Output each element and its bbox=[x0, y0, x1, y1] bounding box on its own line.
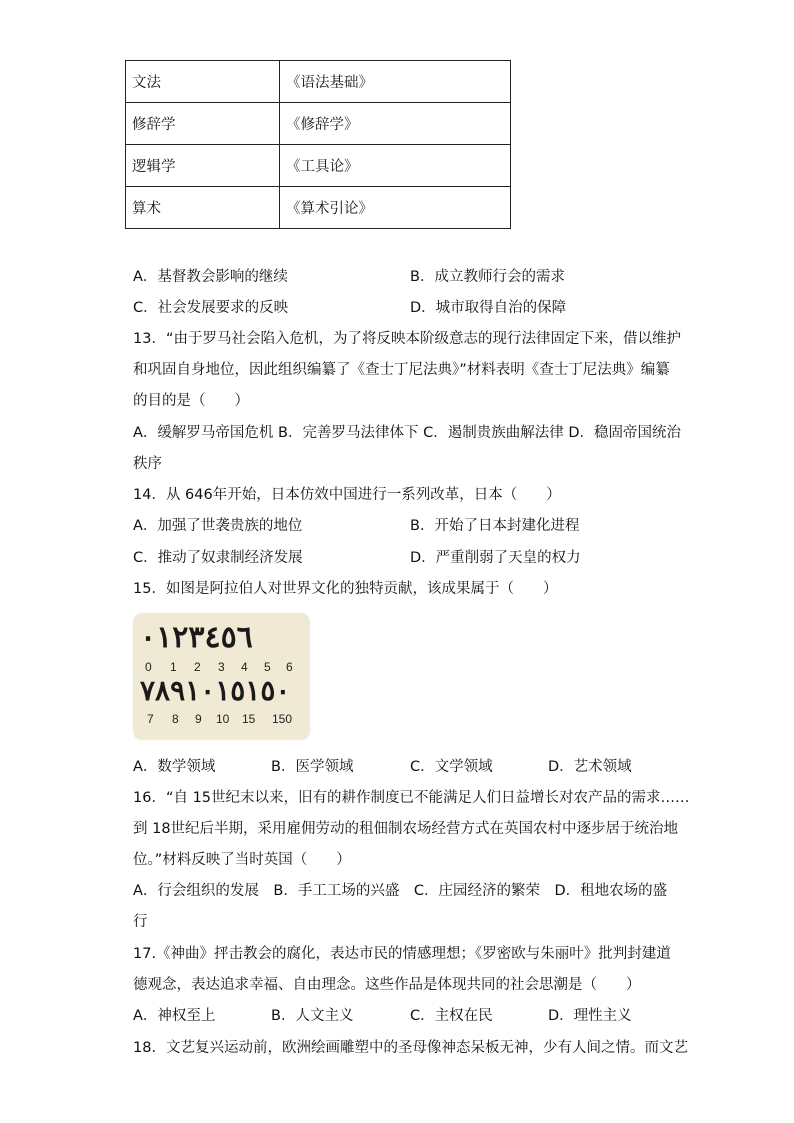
q15-option-c: C．文学领域 bbox=[410, 759, 493, 775]
q13-stem-line-3: 的目的是（ ） bbox=[133, 393, 249, 409]
q18-stem-line-1: 18．文艺复兴运动前，欧洲绘画雕塑中的圣母像神态呆板无神，少有人间之情。而文艺 bbox=[133, 1040, 688, 1056]
q13-stem-line-2: 和巩固自身地位，因此组织编纂了《查士丁尼法典》”材料表明《查士丁尼法典》编纂 bbox=[133, 362, 670, 378]
numeral-label: 5 bbox=[264, 660, 271, 674]
numeral-label: 0 bbox=[145, 660, 152, 674]
q16-stem-line-3: 位。”材料反映了当时英国（ ） bbox=[133, 852, 351, 868]
q14-option-a: A．加强了世袭贵族的地位 bbox=[133, 518, 303, 534]
numeral-label: 150 bbox=[272, 712, 293, 726]
numeral-label: 6 bbox=[286, 660, 293, 674]
subject-cell: 逻辑学 bbox=[126, 145, 280, 187]
q17-stem-line-2: 德观念，表达追求幸福、自由理念。这些作品是体现共同的社会思潮是（ ） bbox=[133, 977, 641, 993]
book-cell: 《修辞学》 bbox=[280, 103, 511, 145]
subject-cell: 修辞学 bbox=[126, 103, 280, 145]
q16-options-wrap: 行 bbox=[133, 914, 148, 930]
table-row bbox=[126, 103, 511, 145]
q17-option-c: C．主权在民 bbox=[410, 1008, 493, 1024]
arabic-digits-row-2: ٧٨٩١٠١٥١٥٠ bbox=[140, 674, 291, 707]
numeral-label: 8 bbox=[172, 712, 179, 726]
q15-stem: 15．如图是阿拉伯人对世界文化的独特贡献，该成果属于（ ） bbox=[133, 581, 558, 597]
subject-cell: 文法 bbox=[126, 61, 280, 103]
q12-option-a: A．基督教会影响的继续 bbox=[133, 269, 288, 285]
table-row bbox=[126, 145, 511, 187]
q14-stem: 14．从 646年开始，日本仿效中国进行一系列改革，日本（ ） bbox=[133, 487, 561, 503]
numeral-label: 3 bbox=[218, 660, 225, 674]
q16-stem-line-2: 到 18世纪后半期，采用雇佣劳动的租佃制农场经营方式在英国农村中逐步居于统治地 bbox=[133, 821, 679, 837]
arabic-digits-row-1: ٠١٢٣٤٥٦ bbox=[140, 620, 253, 655]
q12-option-b: B．成立教师行会的需求 bbox=[410, 269, 565, 285]
book-cell: 《语法基础》 bbox=[280, 61, 511, 103]
q13-options: A．缓解罗马帝国危机 B．完善罗马法律体下 C．遏制贵族曲解法律 D．稳固帝国统治 bbox=[133, 425, 681, 441]
q15-option-b: B．医学领域 bbox=[271, 759, 354, 775]
subject-cell: 算术 bbox=[126, 187, 280, 229]
q17-option-a: A．神权至上 bbox=[133, 1008, 216, 1024]
q15-option-d: D．艺术领域 bbox=[548, 759, 632, 775]
numeral-label: 9 bbox=[195, 712, 202, 726]
q15-option-a: A．数学领域 bbox=[133, 759, 216, 775]
numeral-label: 15 bbox=[242, 712, 256, 726]
numeral-label: 4 bbox=[241, 660, 248, 674]
table-row bbox=[126, 61, 511, 103]
numeral-label: 1 bbox=[170, 660, 177, 674]
numeral-label: 10 bbox=[216, 712, 230, 726]
book-cell: 《工具论》 bbox=[280, 145, 511, 187]
q14-option-c: C．推动了奴隶制经济发展 bbox=[133, 550, 303, 566]
numeral-label: 7 bbox=[147, 712, 154, 726]
q17-option-b: B．人文主义 bbox=[271, 1008, 354, 1024]
q14-option-d: D．严重削弱了天皇的权力 bbox=[410, 550, 581, 566]
q13-options-wrap: 秩序 bbox=[133, 456, 162, 472]
curriculum-table bbox=[125, 60, 511, 229]
q17-option-d: D．理性主义 bbox=[548, 1008, 632, 1024]
arabic-numerals-image bbox=[134, 614, 309, 739]
q14-option-b: B．开始了日本封建化进程 bbox=[410, 518, 580, 534]
table-row bbox=[126, 187, 511, 229]
q16-options: A．行会组织的发展 B．手工工场的兴盛 C．庄园经济的繁荣 D．租地农场的盛 bbox=[133, 883, 668, 899]
q13-stem-line-1: 13．“由于罗马社会陷入危机，为了将反映本阶级意志的现行法律固定下来，借以维护 bbox=[133, 331, 681, 347]
book-cell: 《算术引论》 bbox=[280, 187, 511, 229]
q12-option-d: D．城市取得自治的保障 bbox=[410, 300, 567, 316]
q16-stem-line-1: 16．“自 15世纪末以来，旧有的耕作制度已不能满足人们日益增长对农产品的需求…… bbox=[133, 790, 690, 806]
q12-option-c: C．社会发展要求的反映 bbox=[133, 300, 289, 316]
q17-stem-line-1: 17.《神曲》抨击教会的腐化，表达市民的情感理想；《罗密欧与朱丽叶》批判封建道 bbox=[133, 946, 671, 962]
numeral-label: 2 bbox=[194, 660, 201, 674]
